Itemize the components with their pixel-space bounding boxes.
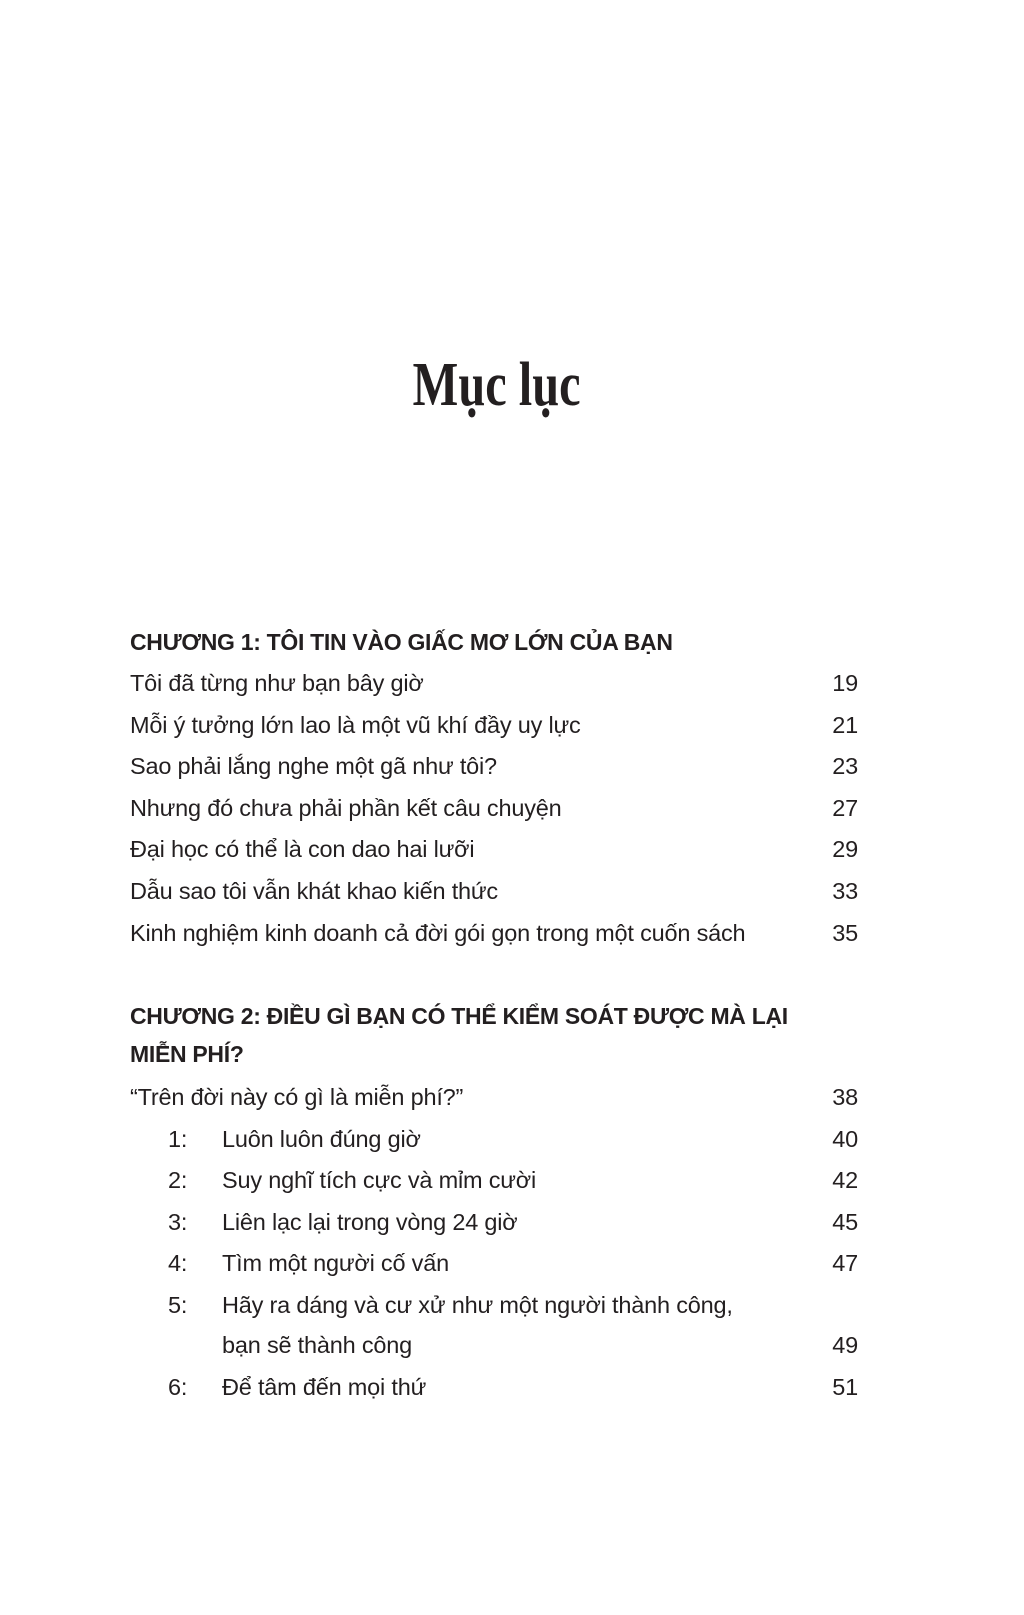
entry-number: 6:	[168, 1373, 188, 1400]
toc-entry	[130, 1285, 858, 1367]
entry-number: 4:	[168, 1250, 188, 1277]
toc-entry	[130, 829, 858, 871]
toc-entry	[130, 1077, 858, 1119]
toc-entry	[130, 1160, 858, 1202]
entry-page: 45	[832, 1208, 858, 1235]
entry-page: 21	[832, 711, 858, 738]
entry-title: Dẫu sao tôi vẫn khát khao kiến thức	[130, 877, 498, 904]
entry-number: 2:	[168, 1167, 188, 1194]
page-title	[0, 345, 994, 425]
entry-title-block	[222, 1285, 818, 1364]
entry-page: 49	[832, 1331, 858, 1358]
toc-entry	[130, 871, 858, 913]
entry-page: 42	[832, 1167, 858, 1194]
chapter-heading-cont: MIỄN PHÍ?	[130, 1041, 244, 1067]
entry-title: Tôi đã từng như bạn bây giờ	[130, 670, 424, 696]
toc-entry	[130, 1119, 858, 1161]
toc-entry	[130, 1367, 858, 1409]
toc-entry	[130, 663, 858, 705]
entry-title: Luôn luôn đúng giờ	[222, 1125, 421, 1152]
entry-page: 29	[832, 836, 858, 863]
entry-title: Kinh nghiệm kinh doanh cả đời gói gọn trong một cuốn sách	[130, 919, 746, 946]
entry-page: 35	[832, 919, 858, 946]
entry-page: 40	[832, 1125, 858, 1152]
entry-title: Liên lạc lại trong vòng 24 giờ	[222, 1208, 518, 1235]
entry-title: “Trên đời này có gì là miễn phí?”	[130, 1084, 464, 1110]
chapter-2	[130, 997, 858, 1408]
entry-number: 5:	[168, 1291, 188, 1318]
entry-title: Sao phải lắng nghe một gã như tôi?	[130, 753, 497, 780]
entry-number: 1:	[168, 1125, 188, 1152]
toc-entry	[130, 913, 858, 955]
chapter-heading: CHƯƠNG 2: ĐIỀU GÌ BẠN CÓ THỂ KIỂM SOÁT ĐƯỢC MÀ LẠI	[130, 1003, 788, 1029]
entry-title-cont: bạn sẽ thành công	[222, 1331, 412, 1358]
title-text: Mục lục	[413, 351, 581, 419]
entry-number: 3:	[168, 1208, 188, 1235]
toc-entry	[130, 788, 858, 830]
entry-page: 33	[832, 877, 858, 904]
toc-entry	[130, 1243, 858, 1285]
entry-title: Mỗi ý tưởng lớn lao là một vũ khí đầy uy lực	[130, 711, 581, 738]
entry-title: Nhưng đó chưa phải phần kết câu chuyện	[130, 794, 562, 821]
toc-entry	[130, 705, 858, 747]
toc-entry	[130, 746, 858, 788]
entry-page: 23	[832, 753, 858, 780]
chapter-heading: CHƯƠNG 1: TÔI TIN VÀO GIẤC MƠ LỚN CỦA BẠN	[130, 629, 673, 655]
entry-page: 47	[832, 1250, 858, 1277]
entry-page: 27	[832, 794, 858, 821]
entry-title: Suy nghĩ tích cực và mỉm cười	[222, 1167, 537, 1194]
entry-page: 51	[832, 1373, 858, 1400]
entry-page: 19	[832, 670, 858, 696]
entry-title: Tìm một người cố vấn	[222, 1250, 449, 1277]
toc-entry	[130, 1202, 858, 1244]
entry-title: Đại học có thể là con dao hai lưỡi	[130, 836, 475, 863]
chapter-1	[130, 623, 858, 954]
entry-title: Hãy ra dáng và cư xử như một người thành công,	[222, 1291, 733, 1318]
entry-title: Để tâm đến mọi thứ	[222, 1373, 427, 1400]
entry-page: 38	[832, 1084, 858, 1110]
